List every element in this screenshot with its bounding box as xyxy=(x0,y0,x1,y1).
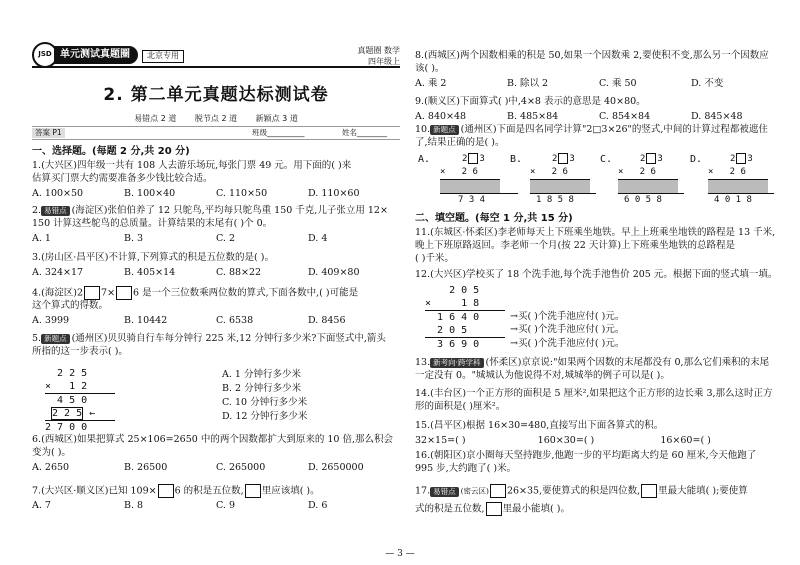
option[interactable]: D. 110×60 xyxy=(308,187,360,199)
q8-line2: 该( )。 xyxy=(415,62,445,74)
option[interactable]: B. 26500 xyxy=(124,461,168,473)
question-16 xyxy=(415,450,783,476)
blank-box[interactable] xyxy=(84,286,100,300)
q4-text-b: 7× xyxy=(101,287,116,299)
page-header xyxy=(32,46,400,68)
option[interactable]: B. 除以 2 xyxy=(507,77,549,89)
calc-line: 4 5 0 xyxy=(45,393,115,407)
q6-options xyxy=(32,462,400,475)
option[interactable]: B. 405×14 xyxy=(124,266,176,278)
calc-label: C. xyxy=(600,154,613,165)
option[interactable]: C. 265000 xyxy=(216,461,266,473)
q17-text-e: 式的积是五位数, xyxy=(415,503,485,515)
q7-text-b: 6 的积是五位数, xyxy=(174,485,244,497)
option[interactable]: C. 854×84 xyxy=(599,110,651,122)
stat-item: 易错点 2 道 xyxy=(134,114,177,123)
q10-calc-c-body: 2 3 × 2 6 6 0 5 8 xyxy=(618,153,678,207)
logo-badge: JSD xyxy=(32,42,58,68)
option[interactable]: C. 2 xyxy=(216,232,236,244)
answer-label: 答案 P1 xyxy=(32,128,65,138)
q17-tag: 易错点 xyxy=(430,487,459,497)
hidden-process xyxy=(530,179,590,193)
q4-text-c: 6 是一个三位数乘两位数的算式,下面各数中,( )可能是 xyxy=(133,287,359,299)
option[interactable]: B. 2 分钟行多少米 xyxy=(222,383,302,394)
question-2: 2. 易错点 (海淀区)张伯伯养了 12 只鸵鸟,平均每只鸵鸟重 150 千克,儿子张立用 12× 150 计算这些鸵鸟的总质量。计算结果的末尾有( )个 0。 A. 1 B. 3 C. 2 D. 4 xyxy=(32,205,400,245)
option[interactable]: B. 100×40 xyxy=(124,187,176,199)
question-10: 10. 新题点 (通州区)下面是四名同学计算"2□3×26"的竖式,中间的计算过程都被遮住 了,结果正确的是( )。 xyxy=(415,124,783,150)
question-11 xyxy=(415,227,783,265)
q5-line2: 所指的这一步表示( )。 xyxy=(32,345,128,357)
section-1-heading: 一、选择题。(每题 2 分,共 20 分) xyxy=(32,146,190,157)
option[interactable]: A. 7 xyxy=(32,500,51,512)
question-14 xyxy=(415,388,783,414)
fill-line[interactable]: →买( )个洗手池应付( )元。 xyxy=(510,338,625,349)
header-rule xyxy=(32,66,400,68)
question-17 xyxy=(415,484,783,517)
beijing-badge: 北京专用 xyxy=(142,50,184,63)
option[interactable]: D. 8456 xyxy=(308,315,346,327)
q12-line1: 12.(大兴区)学校买了 18 个洗手池,每个洗手池售价 205 元。根据下面的竖式填一填。 xyxy=(415,269,778,280)
question-7 xyxy=(32,484,400,513)
option[interactable]: A. 乘 2 xyxy=(415,77,447,89)
q3-options xyxy=(32,267,400,280)
option[interactable]: C. 乘 50 xyxy=(599,77,637,89)
q7-text-a: 7.(大兴区·顺义区)已知 109× xyxy=(32,485,157,497)
q1-options xyxy=(32,188,400,201)
name-field[interactable]: 姓名________ xyxy=(342,128,387,137)
q14-line1: 14.(丰台区)一个正方形的面积是 5 厘米²,如果把这个正方形的边长乘 3,那么这时正方 xyxy=(415,388,773,399)
q17-text-c: 26×35,要使算式的积是四位数, xyxy=(506,485,641,497)
calc-label: A. xyxy=(418,154,431,165)
q1-line1: 1.(大兴区)四年级一共有 108 人去游乐场玩,每张门票 49 元。用下面的( )来 xyxy=(32,160,352,171)
blank-box[interactable] xyxy=(245,484,261,498)
question-1 xyxy=(32,160,400,200)
option[interactable]: B. 3 xyxy=(124,232,144,244)
q17-text-f: 里最小能填( )。 xyxy=(502,503,570,515)
q10-line2: 了,结果正确的是( )。 xyxy=(415,136,505,148)
blank-box xyxy=(736,153,746,164)
q10-calc-d xyxy=(690,153,702,166)
q10-calc-d-body: 2 3 × 2 6 4 0 1 8 xyxy=(708,153,768,207)
blank-box[interactable] xyxy=(116,286,132,300)
q10-calc-a xyxy=(418,153,430,166)
section-2-heading: 二、填空题。(每空 1 分,共 15 分) xyxy=(415,213,573,224)
logo xyxy=(32,46,138,64)
option[interactable]: C. 9 xyxy=(216,500,236,512)
calc-label: D. xyxy=(690,154,703,165)
q17-text-d: 里最大能填( );要使算 xyxy=(658,485,748,497)
stat-item: 新颖点 3 道 xyxy=(255,114,298,123)
q4-line2: 这个算式的得数。 xyxy=(32,300,109,312)
fill-line[interactable]: →买( )个洗手池应付( )元。 xyxy=(510,311,625,322)
blank-box xyxy=(558,153,568,164)
calc-line: × 1 8 xyxy=(425,298,480,309)
q5-vertical-calc xyxy=(45,367,115,434)
question-13: 13. 新考向·跨学科 (怀柔区)京京说:"如果两个因数的末尾都没有 0,那么它们乘积的末尾 一定没有 0。"城城认为他说得不对,城城举的例子可以是( )。 xyxy=(415,357,783,383)
calc-result: 1 8 5 8 xyxy=(530,193,596,207)
brand xyxy=(357,46,400,68)
calc-result: 7 3 4 xyxy=(440,193,518,207)
question-12 xyxy=(415,269,783,282)
option[interactable]: C. 110×50 xyxy=(216,187,268,199)
q10-calc-a-body: 2 3 × 2 6 7 3 4 xyxy=(440,153,500,207)
question-6 xyxy=(32,434,400,474)
option[interactable]: D. 不变 xyxy=(691,77,724,89)
q2-options xyxy=(32,233,400,246)
option[interactable]: D. 409×80 xyxy=(308,266,360,278)
hidden-process xyxy=(440,179,500,193)
brand-line-1: 真题圈 数学 xyxy=(357,46,400,55)
q14-line2: 形的面积是( )厘米²。 xyxy=(415,400,506,412)
q13-line1: (怀柔区)京京说:"如果两个因数的末尾都没有 0,那么它们乘积的末尾 xyxy=(485,357,770,368)
q2-tag: 易错点 xyxy=(41,206,70,216)
calc-result: 6 0 5 8 xyxy=(618,193,684,207)
calc-line: 2 7 0 0 xyxy=(45,420,115,434)
q16-line2: 995 步,大约跑了( )米。 xyxy=(415,462,517,474)
calc-line: 1 6 4 0 xyxy=(425,310,505,324)
q6-line2: 变为( )。 xyxy=(32,446,71,458)
q17-num: 17. xyxy=(415,485,431,497)
q17-src: (密云区) xyxy=(460,486,489,496)
q12-fills xyxy=(510,310,624,350)
q6-line1: 6.(西城区)如果把算式 25×106=2650 中的两个因数都扩大到原来的 10 倍,那么积会 xyxy=(32,434,393,445)
q4-options xyxy=(32,315,400,328)
blank-box[interactable] xyxy=(490,484,506,498)
option[interactable]: C. 6538 xyxy=(216,315,254,327)
q10-calc-b xyxy=(510,153,522,166)
blank-box xyxy=(468,153,478,164)
q16-line1: 16.(朝阳区)京小圈每天坚持跑步,他跑一步的平均距离大约是 60 厘米,今天他跑了 xyxy=(415,450,757,461)
q15-line1: 15.(昌平区)根据 16×30=480,直接写出下面各算式的积。 xyxy=(415,420,664,431)
calc-boxed: 2 2 5 xyxy=(52,408,83,419)
q10-line1: (通州区)下面是四名同学计算"2□3×26"的竖式,中间的计算过程都被遮住 xyxy=(460,124,768,135)
option[interactable]: C. 88×22 xyxy=(216,266,262,278)
option[interactable]: A. 3999 xyxy=(32,315,70,327)
option[interactable]: A. 324×17 xyxy=(32,266,84,278)
question-8 xyxy=(415,50,783,90)
calc-label: B. xyxy=(510,154,523,165)
calc-line: × 1 2 xyxy=(45,381,88,392)
q10-calc-b-body: 2 3 × 2 6 1 8 5 8 xyxy=(530,153,590,207)
option[interactable]: D. 6 xyxy=(308,500,328,512)
stats-row xyxy=(32,114,400,125)
option[interactable]: B. 8 xyxy=(124,500,144,512)
blank-box[interactable] xyxy=(158,484,174,498)
question-15 xyxy=(415,420,783,448)
calc-line: 2 2 5 xyxy=(45,368,88,379)
fill-item[interactable]: 32×15=( ) xyxy=(415,434,466,446)
question-4 xyxy=(32,286,400,328)
class-label: 班级 xyxy=(252,128,267,137)
q13-line2: 一定没有 0。"城城认为他说得不对,城城举的例子可以是( )。 xyxy=(415,369,670,381)
q13-tag: 新考向·跨学科 xyxy=(430,358,483,368)
blank-box[interactable] xyxy=(641,484,657,498)
q2-line2: 150 计算这些鸵鸟的总质量。计算结果的末尾有( )个 0。 xyxy=(32,217,273,229)
option[interactable]: A. 840×48 xyxy=(415,110,467,122)
calc-result: 4 0 1 8 xyxy=(708,193,774,207)
calc-line: 2 0 5 xyxy=(425,325,468,336)
option[interactable]: B. 485×84 xyxy=(507,110,559,122)
answer-row xyxy=(32,126,400,140)
calc-line: 3 6 9 0 xyxy=(425,337,505,351)
question-9 xyxy=(415,96,783,124)
q2-line1: (海淀区)张伯伯养了 12 只鸵鸟,平均每只鸵鸟重 150 千克,儿子张立用 12× xyxy=(71,205,388,216)
blank-box[interactable] xyxy=(486,502,502,516)
option[interactable]: C. 10 分钟行多少米 xyxy=(222,397,308,408)
q7-options xyxy=(32,500,400,513)
option[interactable]: D. 2650000 xyxy=(308,461,364,473)
q4-text-a: 4.(海淀区)2 xyxy=(32,287,84,299)
option[interactable]: A. 100×50 xyxy=(32,187,84,199)
question-5: 5. 新题点 (通州区)贝贝骑自行车每分钟行 225 米,12 分钟行多少米?下面竖式中,箭头 所指的这一步表示( )。 xyxy=(32,333,400,359)
option[interactable]: D. 4 xyxy=(308,232,328,244)
blank-box xyxy=(646,153,656,164)
calc-line-arrow: 2 2 5 ← xyxy=(52,408,96,419)
q5-tag: 新题点 xyxy=(41,334,70,344)
q11-line1: 11.(东城区·怀柔区)李老师每天上下班乘坐地铁。早上上班乘坐地铁的路程是 13 千米, xyxy=(415,227,776,238)
q9-line1: 9.(顺义区)下面算式( )中,4×8 表示的意思是 40×80。 xyxy=(415,96,646,107)
option[interactable]: A. 2650 xyxy=(32,461,70,473)
q11-line3: ( )千米。 xyxy=(415,252,454,264)
q8-line1: 8.(西城区)两个因数相乘的积是 50,如果一个因数乘 2,要使积不变,那么另一个因数应 xyxy=(415,50,769,61)
q7-text-c: 里应该填( )。 xyxy=(261,485,320,497)
q15-items xyxy=(415,435,783,448)
q11-line2: 晚上下班原路返回。李老师一个月(按 22 天计算)上下班乘坐地铁的总路程是 xyxy=(415,239,736,251)
brand-line-2: 四年级上 xyxy=(368,56,400,66)
hidden-process xyxy=(618,179,678,193)
q1-line2: 估算买门票大约需要准备多少钱比较合适。 xyxy=(32,172,213,184)
fill-line[interactable]: →买( )个洗手池应付( )元。 xyxy=(510,324,625,335)
q5-line1: (通州区)贝贝骑自行车每分钟行 225 米,12 分钟行多少米?下面竖式中,箭头 xyxy=(71,333,386,344)
calc-line: 2 0 5 xyxy=(425,285,480,296)
q3-line1: 3.(房山区·昌平区)不计算,下列算式的积是五位数的是( )。 xyxy=(32,252,274,263)
option[interactable]: D. 12 分钟行多少米 xyxy=(222,411,308,422)
q10-calc-c xyxy=(600,153,612,166)
q5-options xyxy=(222,368,307,424)
option[interactable]: A. 1 xyxy=(32,232,51,244)
q10-tag: 新题点 xyxy=(430,125,459,135)
q8-options xyxy=(415,78,783,91)
page-title: 2. 第二单元真题达标测试卷 xyxy=(103,85,329,105)
question-3 xyxy=(32,252,400,280)
option[interactable]: D. 845×48 xyxy=(691,110,743,122)
page-number: — 3 — xyxy=(385,549,415,559)
stat-item: 脱节点 2 道 xyxy=(194,114,238,123)
logo-text: 单元测试真题圈 xyxy=(54,46,138,64)
fill-item[interactable]: 160×30=( ) xyxy=(537,434,595,446)
hidden-process xyxy=(708,179,768,193)
fill-item[interactable]: 16×60=( ) xyxy=(660,434,711,446)
q12-vertical-calc xyxy=(425,284,505,351)
class-field[interactable]: 班级__________ xyxy=(252,128,305,137)
option[interactable]: A. 1 分钟行多少米 xyxy=(222,369,301,380)
q9-options xyxy=(415,111,783,124)
name-label: 姓名 xyxy=(342,128,357,137)
option[interactable]: B. 10442 xyxy=(124,315,168,327)
